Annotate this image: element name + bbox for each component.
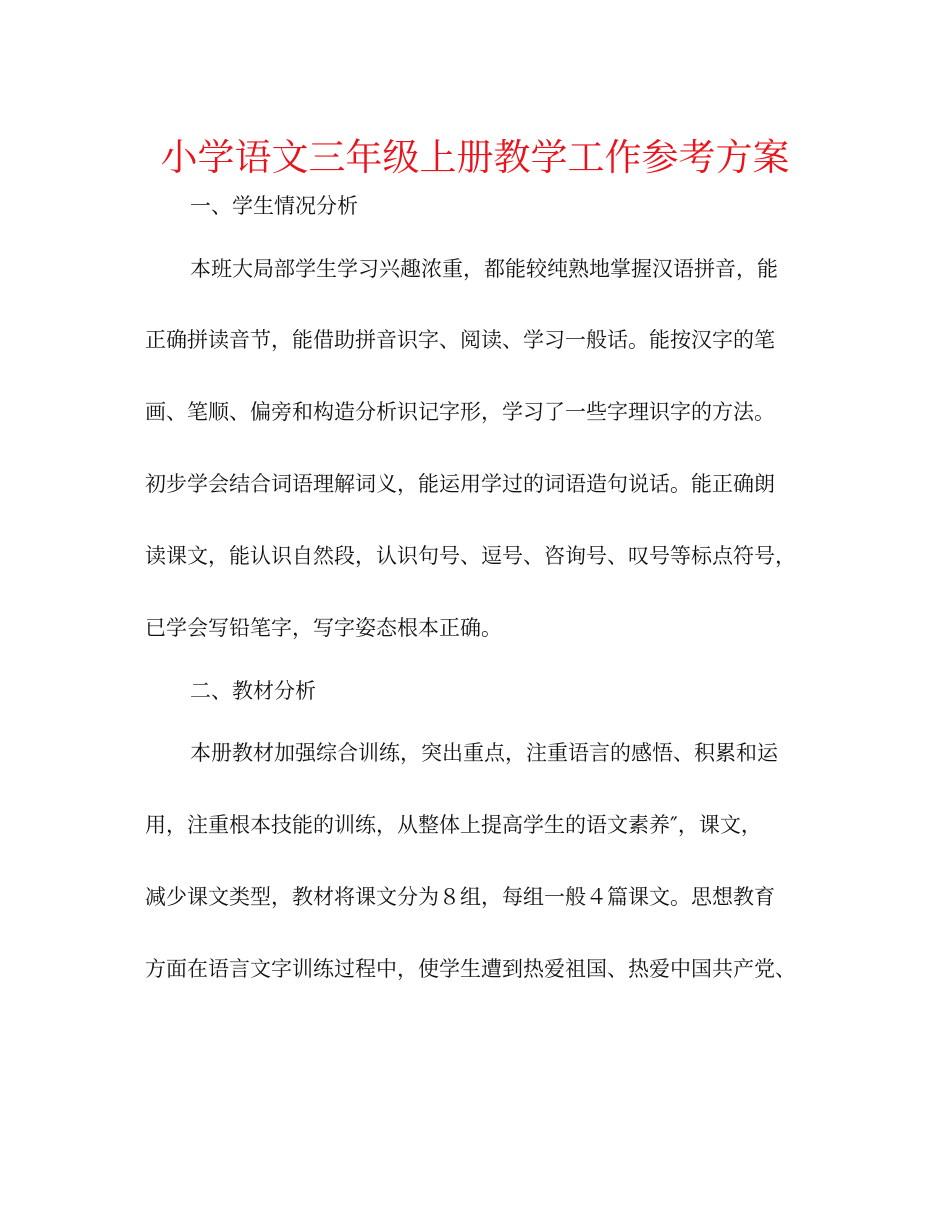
paragraph-line: 方面在语言文字训练过程中，使学生遭到热爱祖国、热爱中国共产党、 [145,957,796,981]
paragraph-line: 本册教材加强综合训练，突出重点，注重语言的感悟、积累和运 [190,741,778,765]
section-heading: 一、学生情况分析 [190,194,358,218]
section-heading: 二、教材分析 [190,679,316,703]
paragraph-line: 读课文，能认识自然段，认识句号、逗号、咨询号、叹号等标点符号， [145,544,796,568]
paragraph-line: 已学会写铅笔字，写字姿态根本正确。 [145,616,502,640]
paragraph-line: 画、笔顺、偏旁和构造分析识记字形，学习了一些字理识字的方法。 [145,400,775,424]
paragraph-line: 减少课文类型，教材将课文分为８组，每组一般４篇课文。思想教育 [145,885,775,909]
paragraph-line: 本班大局部学生学习兴趣浓重，都能较纯熟地掌握汉语拼音，能 [190,257,778,281]
paragraph-line: 用，注重根本技能的训练，从整体上提高学生的语文素养″，课文， [145,813,762,837]
paragraph-line: 正确拼读音节，能借助拼音识字、阅读、学习一般话。能按汉字的笔 [145,328,775,352]
page-title: 小学语文三年级上册教学工作参考方案 [160,136,790,179]
paragraph-line: 初步学会结合词语理解词义，能运用学过的词语造句说话。能正确朗 [145,472,775,496]
